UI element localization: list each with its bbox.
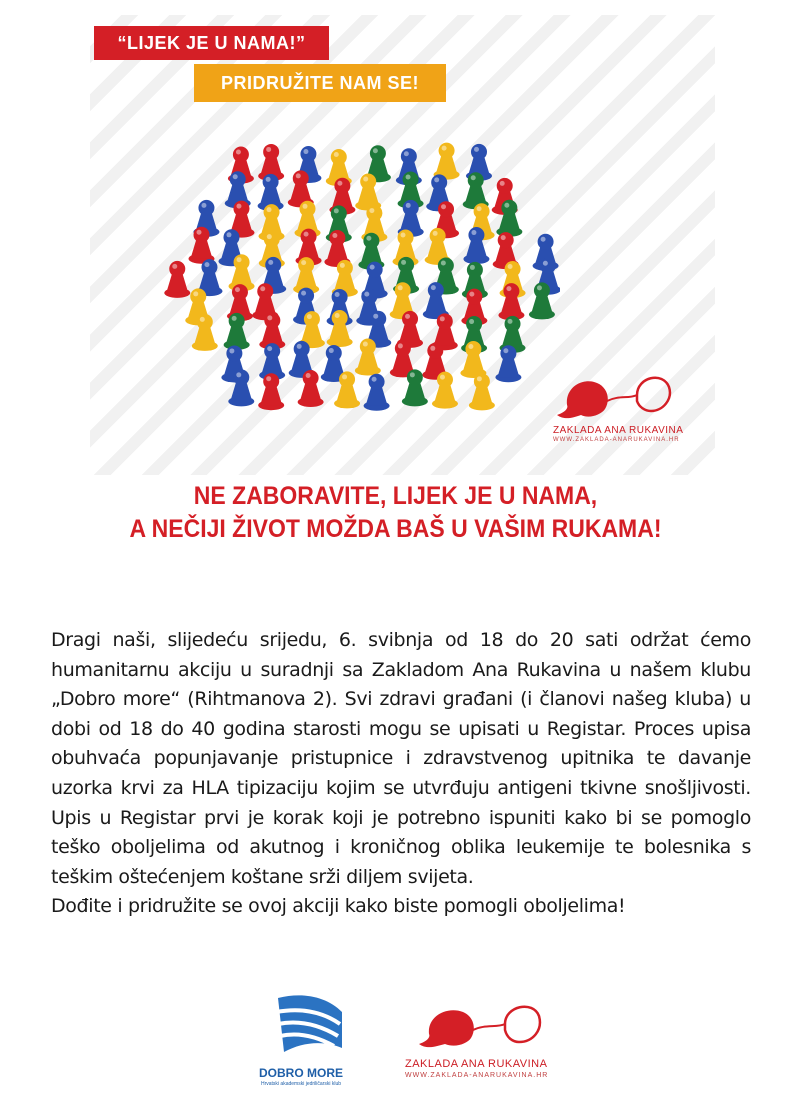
pawn bbox=[469, 373, 495, 410]
game-pawns-illustration bbox=[160, 120, 560, 420]
pawn bbox=[434, 143, 460, 180]
dobro-more-logo-icon bbox=[268, 990, 348, 1060]
foundation-url: WWW.ZAKLADA-ANARUKAVINA.HR bbox=[553, 437, 680, 443]
pawn bbox=[164, 261, 190, 298]
headline bbox=[0, 480, 791, 546]
club-name: DOBRO MORE bbox=[259, 1066, 343, 1080]
foundation-url-bottom: WWW.ZAKLADA-ANARUKAVINA.HR bbox=[405, 1072, 549, 1079]
slogan-tag: “LIJEK JE U NAMA!” bbox=[94, 26, 329, 60]
paragraph-main: Dragi naši, slijedeću srijedu, 6. svibnja od 18 do 20 sati održat ćemo humanitarnu akciju u suradnji sa Zakladom Ana Rukavina u našem klubu „Dobro more“ (Rihtmanova 2). Svi zdravi građani (i članovi našeg kluba) u dobi od 18 do 40 godina starosti mogu se upisati u Registar. Proces upisa obuhvaća popunjavanje pristupnice i zdravstvenog upitnika te davanje uzorka krvi za HLA tipizaciju kojim se utvrđuju antigeni tkivne snošljivosti. Upis u Registar prvi je korak koji je potrebno ispuniti kako bi se pomoglo teško oboljelima od akutnog i kroničnog oblika leukemije te bolesnika s teškim oštećenjem koštane srži diljem svijeta. bbox=[51, 629, 751, 888]
announcement-text bbox=[51, 626, 751, 922]
join-us-tag: PRIDRUŽITE NAM SE! bbox=[194, 64, 446, 102]
paragraph-invitation: Dođite i pridružite se ovoj akciji kako biste pomogli oboljelima! bbox=[51, 895, 626, 918]
headline-line-1: NE ZABORAVITE, LIJEK JE U NAMA, bbox=[193, 482, 598, 510]
pawn bbox=[364, 374, 390, 411]
headline-line-2: A NEČIJI ŽIVOT MOŽDA BAŠ U VAŠIM RUKAMA! bbox=[129, 515, 662, 543]
foundation-name: ZAKLADA ANA RUKAVINA bbox=[553, 425, 684, 436]
club-subtitle: Hrvatski akademski jedriličarski klub bbox=[260, 1081, 342, 1087]
foundation-name-bottom: ZAKLADA ANA RUKAVINA bbox=[405, 1058, 548, 1070]
